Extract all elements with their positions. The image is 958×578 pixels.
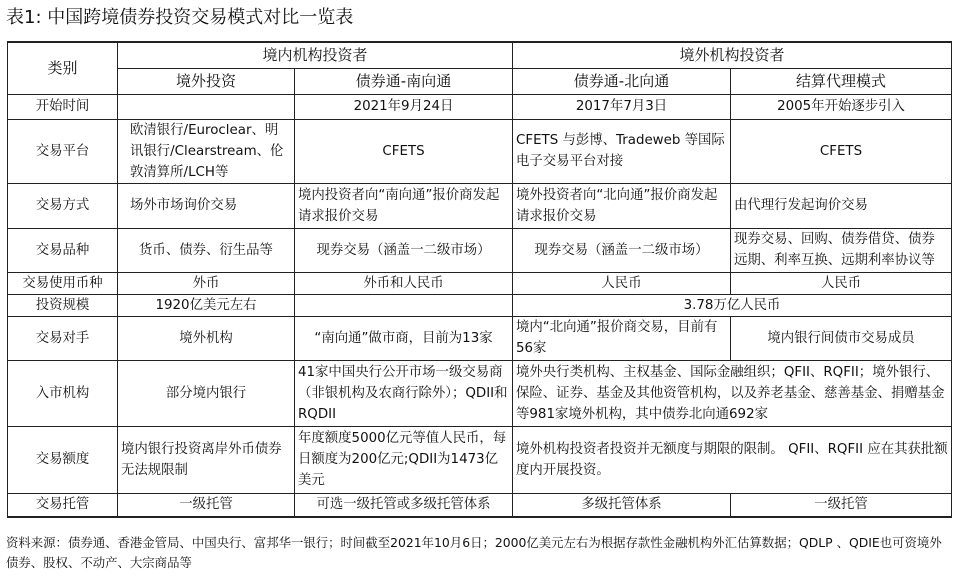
cell: 1920亿美元左右 [118,294,295,316]
cell: 境内银行间债市交易成员 [731,316,952,360]
cell: 现券交易、回购、债券借贷、债券远期、利率互换、远期利率协议等 [731,228,952,272]
comparison-table [7,41,952,518]
cell: 外币 [118,272,295,294]
cell: CFETS 与彭博、Tradeweb 等国际电子交易平台对接 [513,119,731,183]
row-label: 入市机构 [8,360,118,426]
cell: 由代理行发起询价交易 [731,183,952,228]
cell: 可选一级托管或多级托管体系 [295,493,513,517]
cell: 人民币 [731,272,952,294]
row-label: 交易额度 [8,426,118,493]
table-row [8,272,952,294]
cell: 场外市场询价交易 [118,183,295,228]
header-group-foreign: 境外机构投资者 [513,42,952,68]
table-row [8,94,952,119]
cell: 境外投资者向“北向通”报价商发起请求报价交易 [513,183,731,228]
table-row [8,426,952,493]
cell: 一级托管 [118,493,295,517]
row-label: 交易品种 [8,228,118,272]
cell: “南向通”做市商，目前为13家 [295,316,513,360]
cell: CFETS [731,119,952,183]
row-label: 交易平台 [8,119,118,183]
row-label: 投资规模 [8,294,118,316]
header-col-northbound: 债券通-北向通 [513,68,731,94]
header-col-settlement: 结算代理模式 [731,68,952,94]
cell: 境外机构投资者投资并无额度与期限的限制。 QFII、RQFII 应在其获批额度内开展投资。 [513,426,952,493]
row-label: 交易方式 [8,183,118,228]
table-caption: 表1: 中国跨境债券投资交易模式对比一览表 [6,7,354,28]
cell: 现券交易（涵盖一二级市场） [513,228,731,272]
cell: 一级托管 [731,493,952,517]
cell: 2021年9月24日 [295,94,513,119]
cell: 境外机构 [118,316,295,360]
row-label: 交易使用币种 [8,272,118,294]
table-row [8,119,952,183]
cell: 境外央行类机构、主权基金、国际金融组织；QFII、RQFII；境外银行、保险、证券、基金及其他资管机构，以及养老基金、慈善基金、捐赠基金等981家境外机构，其中债券北向通692家 [513,360,952,426]
cell: 年度额度5000亿元等值人民币，每日额度为200亿元;QDII为1473亿美元 [295,426,513,493]
cell: 境内“北向通”报价商交易，目前有56家 [513,316,731,360]
cell: 3.78万亿人民币 [513,294,952,316]
table-row [8,228,952,272]
cell [295,294,513,316]
cell: 现券交易（涵盖一二级市场） [295,228,513,272]
table-row [8,183,952,228]
source-note: 资料来源：债券通、香港金管局、中国央行、富邦华一银行；时间截至2021年10月6日；2000亿美元左右为根据存款性金融机构外汇估算数据；QDLP 、QDIE也可资境外债券、股权、不动产、大宗商品等 [6,535,942,570]
cell: 2017年7月3日 [513,94,731,119]
row-label: 交易对手 [8,316,118,360]
cell: 部分境内银行 [118,360,295,426]
cell: 境内投资者向“南向通”报价商发起请求报价交易 [295,183,513,228]
row-label: 交易托管 [8,493,118,517]
table-row [8,360,952,426]
cell: 货币、债券、衍生品等 [118,228,295,272]
table-row [8,294,952,316]
cell: 境内银行投资离岸外币债券无法规限制 [118,426,295,493]
header-col-southbound: 债券通-南向通 [295,68,513,94]
cell [118,94,295,119]
row-label: 开始时间 [8,94,118,119]
header-group-domestic: 境内机构投资者 [118,42,513,68]
table-row [8,316,952,360]
table-row [8,493,952,517]
cell: 41家中国央行公开市场一级交易商（非银机构及农商行除外）；QDII和RQDII [295,360,513,426]
cell: 欧清银行/Euroclear、明讯银行/Clearstream、伦敦清算所/LCH等 [118,119,295,183]
header-category: 类别 [8,42,118,94]
cell: 2005年开始逐步引入 [731,94,952,119]
cell: 多级托管体系 [513,493,731,517]
cell: 人民币 [513,272,731,294]
header-col-overseas: 境外投资 [118,68,295,94]
cell: 外币和人民币 [295,272,513,294]
cell: CFETS [295,119,513,183]
